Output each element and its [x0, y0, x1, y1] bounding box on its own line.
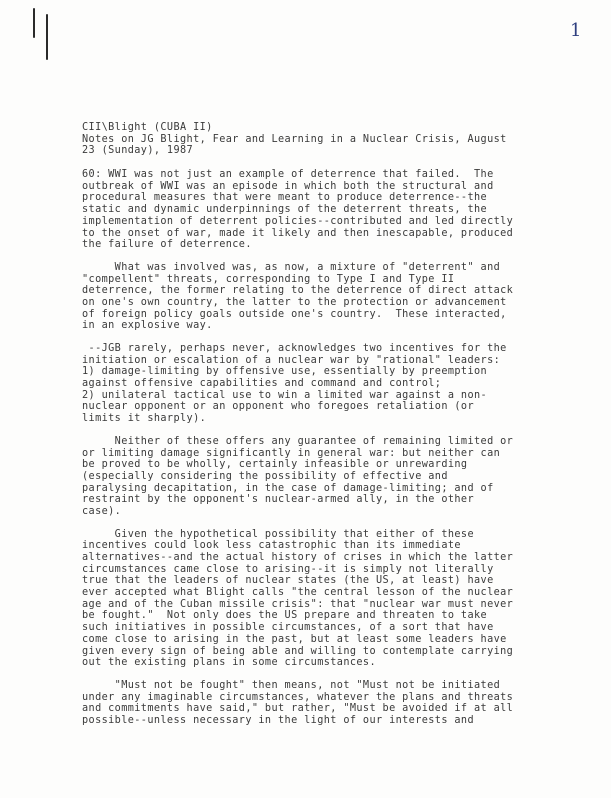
- text-line: initiation or escalation of a nuclear war by "rational" leaders:: [82, 354, 501, 366]
- text-line: be fought." Not only does the US prepare and threaten to take: [82, 610, 488, 622]
- text-line: such initiatives in possible circumstances, of a sort that have: [82, 622, 494, 634]
- text-line: static and dynamic underpinnings of the deterrent threats, the: [82, 204, 488, 216]
- text-line: incentives could look less catastrophic than its immediate: [82, 540, 461, 552]
- text-line: restraint by the opponent's nuclear-armed ally, in the other: [82, 494, 475, 506]
- paragraph-hypothetical: [82, 529, 572, 669]
- text-line: on one's own country, the latter to the protection or advancement: [82, 296, 507, 308]
- text-line: in an explosive way.: [82, 320, 213, 332]
- text-line: given every sign of being able and willing to contemplate carrying: [82, 645, 514, 657]
- text-line: alternatives--and the actual history of crises in which the latter: [82, 552, 514, 563]
- text-line: possible--unless necessary in the light of our interests and: [82, 714, 475, 726]
- text-line: to the onset of war, made it likely and then inescapable, produced: [82, 227, 514, 239]
- text-line: of foreign policy goals outside one's country. These interacted,: [82, 308, 507, 320]
- text-line: ever accepted what Blight calls "the central lesson of the nuclear: [82, 587, 514, 599]
- text-line: procedural measures that were meant to produce deterrence--the: [82, 192, 488, 204]
- text-line: under any imaginable circumstances, whatever the plans and threats: [82, 691, 514, 703]
- text-line: "Must not be fought" then means, not "Must not be initiated: [82, 679, 501, 691]
- text-line: paralysing decapitation, in the case of damage-limiting; and of: [82, 482, 494, 494]
- paragraph-wwi-deterrence: [82, 169, 572, 251]
- text-line: implementation of deterrent policies--contributed and led directly: [82, 215, 514, 227]
- header-line: Notes on JG Blight, Fear and Learning in a Nuclear Crisis, August: [82, 133, 507, 145]
- text-line: the failure of deterrence.: [82, 239, 252, 251]
- paragraph-no-guarantee: [82, 436, 572, 518]
- text-line: (especially considering the possibility of effective and: [82, 470, 448, 482]
- text-line: limits it sharply).: [82, 413, 207, 425]
- text-line: case).: [82, 505, 122, 517]
- text-line: 60: WWI was not just an example of deterrence that failed. The: [82, 169, 494, 181]
- text-line: "compellent" threats, corresponding to Type I and Type II: [82, 273, 455, 285]
- text-line: circumstances came close to arising--it is simply not literally: [82, 563, 494, 575]
- paragraph-incentives: [82, 343, 572, 425]
- text-line: age and of the Cuban missile crisis": that "nuclear war must never: [82, 598, 514, 610]
- header-line: 23 (Sunday), 1987: [82, 145, 194, 157]
- binder-mark: [33, 8, 35, 38]
- text-line: out the existing plans in some circumstances.: [82, 657, 377, 669]
- binder-mark: [46, 14, 48, 60]
- page-number: 1: [570, 20, 582, 41]
- text-line: nuclear opponent or an opponent who foregoes retaliation (or: [82, 401, 475, 413]
- text-line: What was involved was, as now, a mixture of "deterrent" and: [82, 261, 501, 273]
- document-header: [82, 122, 572, 157]
- text-line: Neither of these offers any guarantee of remaining limited or: [82, 435, 514, 447]
- text-line: or limiting damage significantly in general war: but neither can: [82, 447, 501, 459]
- text-line: 2) unilateral tactical use to win a limited war against a non-: [82, 389, 488, 401]
- text-line: 1) damage-limiting by offensive use, essentially by preemption: [82, 366, 488, 378]
- text-line: against offensive capabilities and command and control;: [82, 378, 442, 390]
- document-body: [82, 122, 572, 738]
- text-line: Given the hypothetical possibility that either of these: [82, 528, 475, 540]
- text-line: true that the leaders of nuclear states (the US, at least) have: [82, 575, 494, 587]
- header-line: CII\Blight (CUBA II): [82, 122, 213, 133]
- paragraph-threat-types: [82, 262, 572, 332]
- text-line: be proved to be wholly, certainly infeasible or unrewarding: [82, 459, 468, 471]
- text-line: --JGB rarely, perhaps never, acknowledges two incentives for the: [82, 343, 507, 354]
- text-line: and commitments have said," but rather, "Must be avoided if at all: [82, 703, 514, 715]
- text-line: deterrence, the former relating to the deterrence of direct attack: [82, 285, 514, 297]
- text-line: come close to arising in the past, but at least some leaders have: [82, 633, 507, 645]
- text-line: outbreak of WWI was an episode in which both the structural and: [82, 180, 494, 192]
- paragraph-must-not-be-fought: [82, 680, 572, 727]
